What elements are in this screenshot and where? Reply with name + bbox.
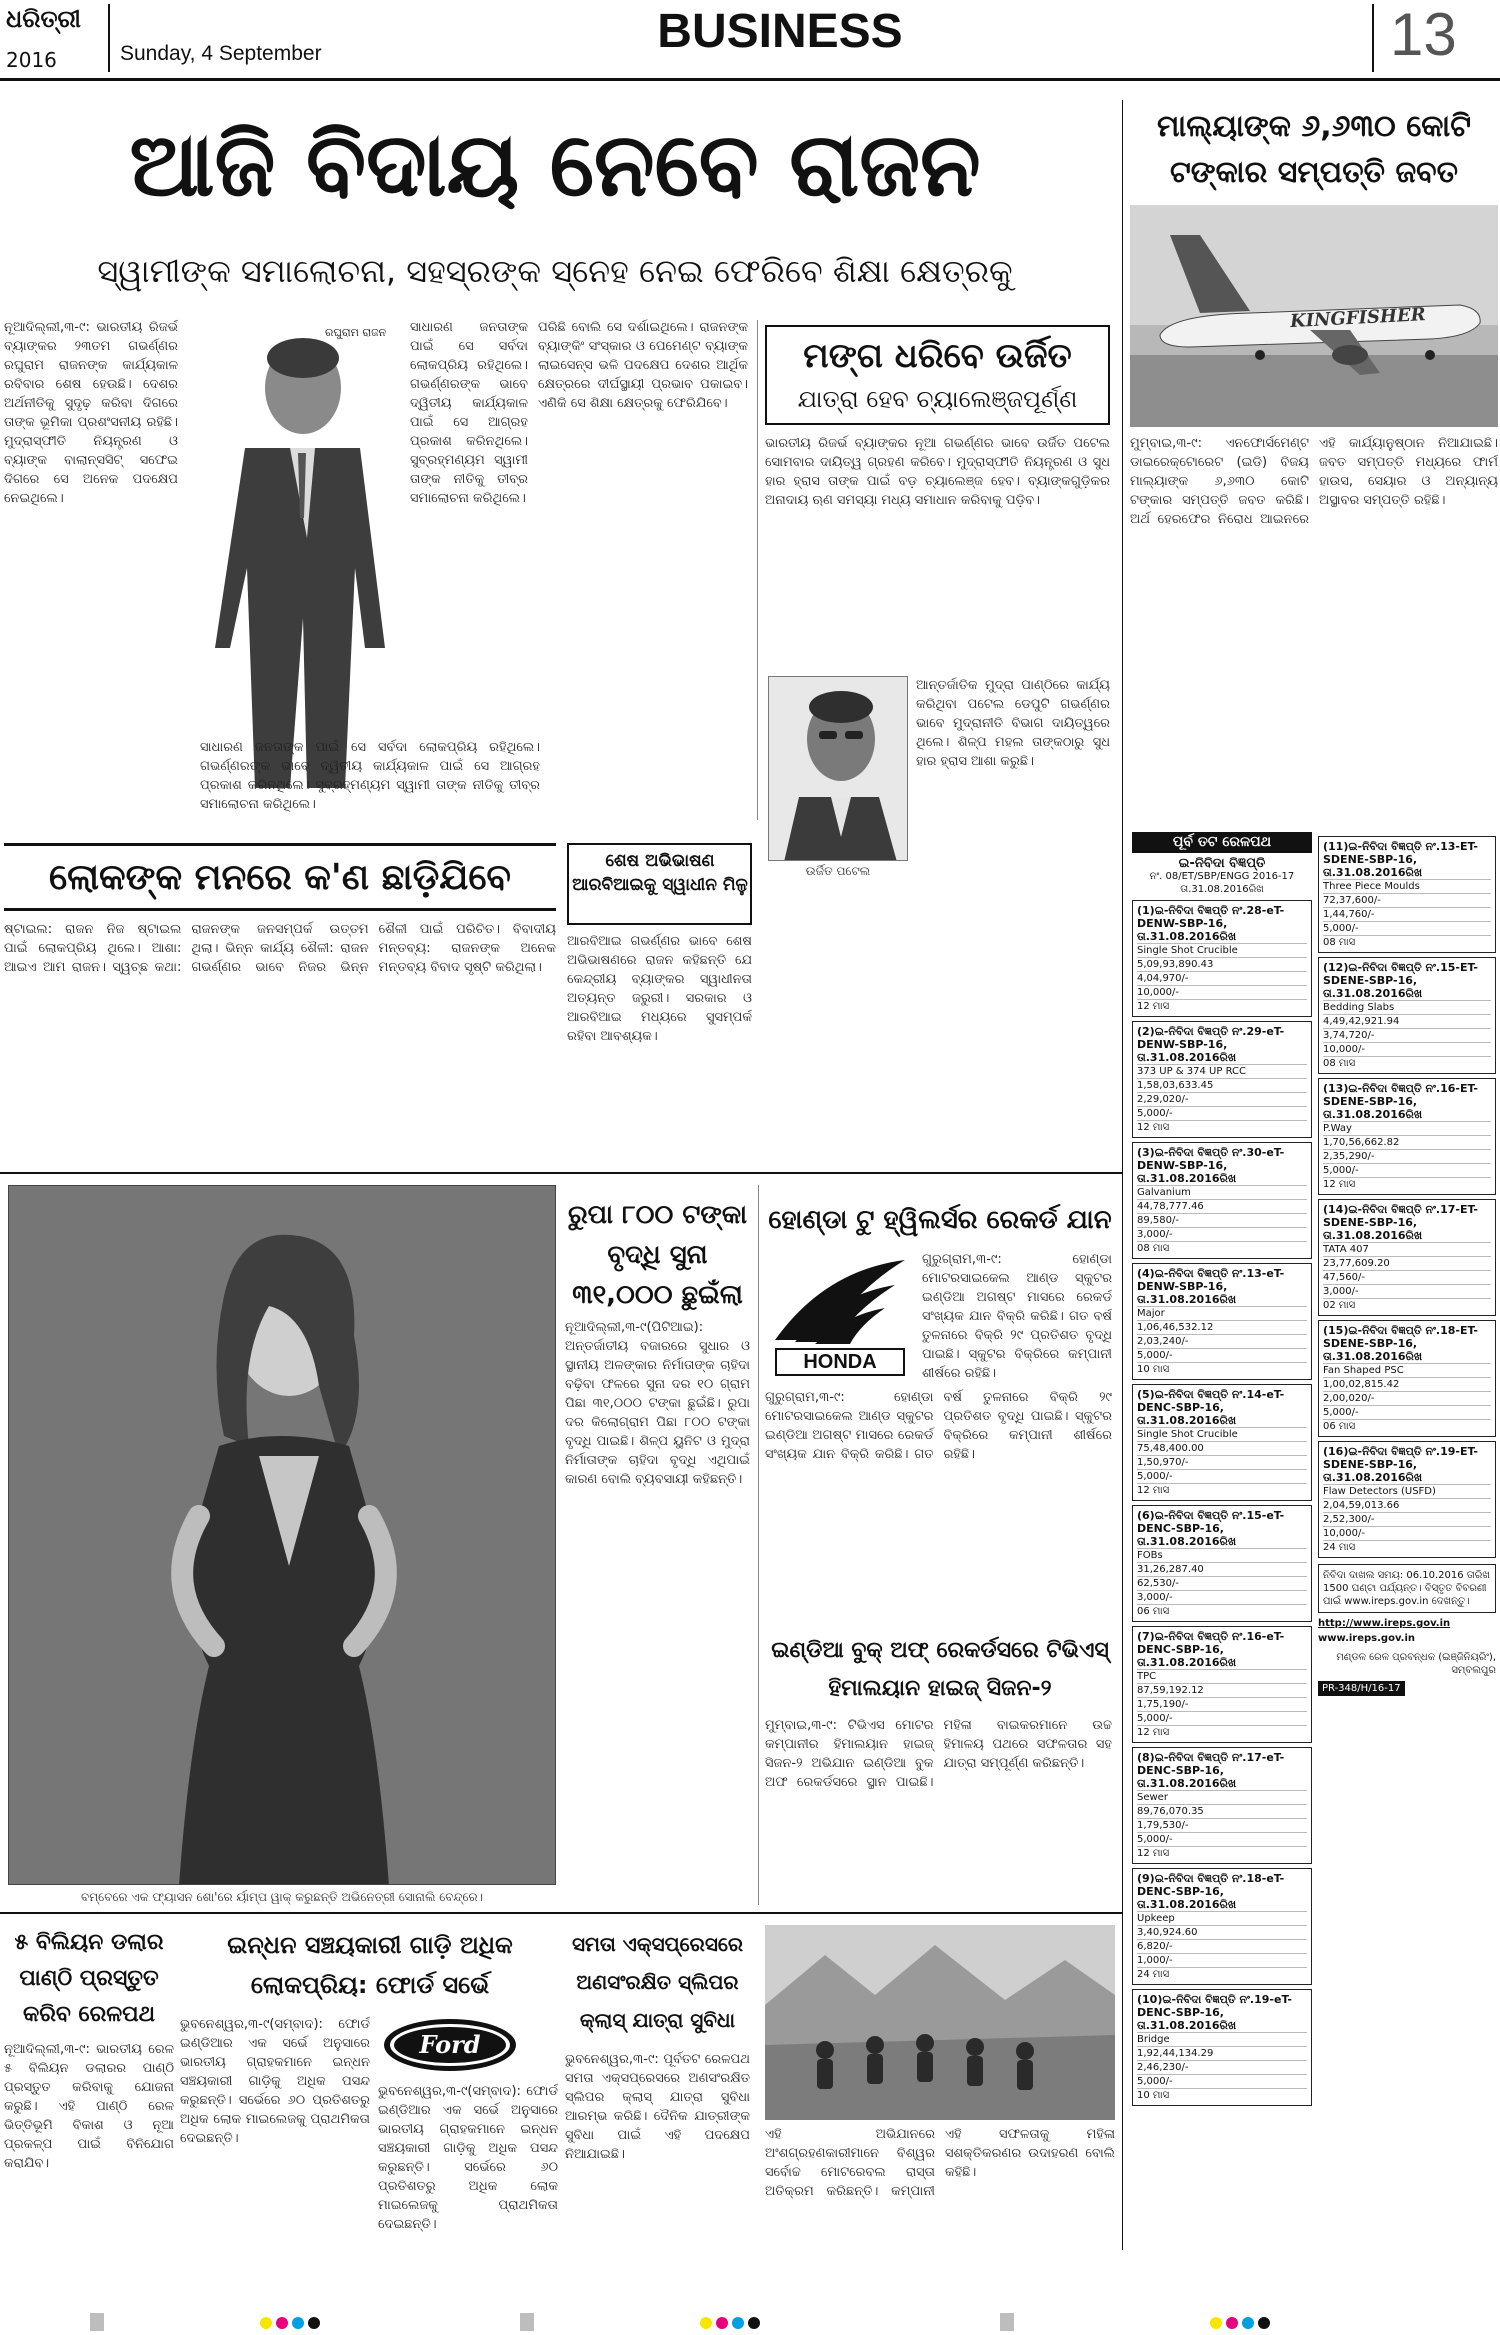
print-mark-3 [1000,2313,1014,2331]
right-col-divider [1122,100,1123,2250]
railway-headline: ୫ ବିଲିୟନ ଡଲାର ପାଣ୍ଠି ପ୍ରସ୍ତୁତ କରିବ ରେଳପଥ [14,1930,164,2027]
tender-entry-cost: 1,58,03,633.45 [1137,1078,1307,1092]
what-left-headline: ଲୋକଙ୍କ ମନରେ କ'ଣ ଛାଡ଼ିଯିବେ [49,857,511,898]
tender-entry-emd: 62,530/- [1137,1576,1307,1590]
tender-entry-id: (8)ଇ-ନିବିଦା ବିଜ୍ଞପ୍ତି ନଂ.17-eT-DENC-SBP-16, ତା.31.08.2016ରିଖ [1137,1751,1285,1790]
kingfisher-headline: ମାଲ୍ୟାଙ୍କ ୬,୬୩୦ କୋଟି ଟଙ୍କାର ସମ୍ପତ୍ତି ଜବତ [1156,109,1472,190]
tender-entry-period: 12 ମାସ [1137,1725,1307,1739]
tender-entry [1132,900,1312,1017]
kingfisher-photo [1130,205,1498,427]
tender-entry-cost: 87,59,192.12 [1137,1683,1307,1697]
tender-entry-cost: 23,77,609.20 [1323,1256,1491,1270]
tender-signoff: ମଣ୍ଡଳ ରେଳ ପ୍ରବନ୍ଧକ (ଇଞ୍ଜିନିୟରିଂ), ସମ୍ବଲପୁର [1336,1652,1496,1676]
tender-entry-work: TATA 407 [1323,1242,1491,1256]
tender-entry-period: 02 ମାସ [1323,1298,1491,1312]
tender-footer: ନିବିଦା ଦାଖଲ ସମୟ: 06.10.2016 ତାରିଖ 1500 ଘଣ୍ଟା ପର୍ଯ୍ୟନ୍ତ। ବିସ୍ତୃତ ବିବରଣୀ ପାଇଁ www.ireps.gov.in ଦେଖନ୍ତୁ। [1318,1564,1496,1613]
tender-entry-period: 10 ମାସ [1137,1362,1307,1376]
tender-entry-period: 08 ମାସ [1323,935,1491,949]
tender-entry [1318,1078,1496,1195]
tender-entry-id: (13)ଇ-ନିବିଦା ବିଜ୍ଞପ୍ତି ନଂ.16-ET-SDENE-SBP-16, ତା.31.08.2016ରିଖ [1323,1082,1478,1121]
tender-entry-period: 06 ମାସ [1323,1419,1491,1433]
tender-website[interactable]: http://www.ireps.gov.in [1318,1618,1451,1629]
tender-entry-cost: 1,70,56,662.82 [1323,1135,1491,1149]
tender-entry-fee: 3,000/- [1137,1227,1307,1241]
page-number: 13 [1390,1,1457,68]
tender-entry-id: (12)ଇ-ନିବିଦା ବିଜ୍ଞପ୍ତି ନଂ.15-ET-SDENE-SBP-16, ତା.31.08.2016ରିଖ [1323,961,1478,1000]
tender-entry [1132,1505,1312,1622]
honda-logo [765,1250,915,1380]
tender-entry [1132,1263,1312,1380]
tender-entry-work: Upkeep [1137,1911,1307,1925]
registration-dots-3 [1210,2317,1270,2329]
tender-entry-period: 12 ମାସ [1137,1120,1307,1134]
tender-entry-emd: 1,79,530/- [1137,1818,1307,1832]
tender-left-col [1132,832,1312,2252]
tvs-photo [765,1925,1115,2120]
tender-entry-cost: 5,09,93,890.43 [1137,957,1307,971]
tender-entry-emd: 4,04,970/- [1137,971,1307,985]
tender-entry-work: Bedding Slabs [1323,1000,1491,1014]
tender-entry-period: 06 ମାସ [1137,1604,1307,1618]
masthead-divider-right [1372,4,1374,72]
tender-entry-id: (4)ଇ-ନିବିଦା ବିଜ୍ଞପ୍ତି ନଂ.13-eT-DENW-SBP-16, ତା.31.08.2016ରିଖ [1137,1267,1285,1306]
tender-entry-cost: 44,78,777.46 [1137,1199,1307,1213]
lead-column-bottom: ସାଧାରଣ ଜନତାଙ୍କ ପାଇଁ ସେ ସର୍ବଦା ଲୋକପ୍ରିୟ ରହିଥିଲେ। ଗଭର୍ଣ୍ଣରଙ୍କ ଭାବେ ଦ୍ୱିତୀୟ କାର୍ଯ୍ୟକାଳ ପାଇଁ ସେ ଆଗ୍ରହ ପ୍ରକାଶ କରିନଥିଲେ। ସୁବ୍ରହ୍ମଣ୍ୟମ ସ୍ୱାମୀ ତାଙ୍କ ନୀତିକୁ ତୀବ୍ର ସମାଲୋଚନା କରିଥିଲେ। [200,740,540,812]
tender-entry-id: (7)ଇ-ନିବିଦା ବିଜ୍ଞପ୍ତି ନଂ.16-eT-DENC-SBP-16, ତା.31.08.2016ରିଖ [1137,1630,1285,1669]
tender-entry-work: Single Shot Crucible [1137,1427,1307,1441]
logo: ଧରିତ୍ରୀ [6,4,81,33]
tender-entry-fee: 10,000/- [1323,1042,1491,1056]
tender-entry-fee: 10,000/- [1137,985,1307,999]
tender-entry-id: (2)ଇ-ନିବିଦା ବିଜ୍ଞପ୍ତି ନଂ.29-eT-DENW-SBP-16, ତା.31.08.2016ରିଖ [1137,1025,1285,1064]
tender-entry-work: TPC [1137,1669,1307,1683]
tender-pr-no: PR-348/H/16-17 [1318,1681,1405,1696]
col-divider [757,320,758,820]
tender-entry-fee: 1,000/- [1137,1953,1307,1967]
tender-entry-cost: 75,48,400.00 [1137,1441,1307,1455]
tender-entry-work: Bridge [1137,2032,1307,2046]
tender-entry [1132,1989,1312,2106]
tender-entry-fee: 5,000/- [1323,1405,1491,1419]
tender-entry [1132,1021,1312,1138]
tender-entry-work: FOBs [1137,1548,1307,1562]
ford-text-1: ଭୁବନେଶ୍ୱର,୩-୯(ସମ୍ବାଦ): ଫୋର୍ଡ ଇଣ୍ଡିଆର ଏକ ସର୍ଭେ ଅନୁସାରେ ଭାରତୀୟ ଗ୍ରାହକମାନେ ଇନ୍ଧନ ସଞ୍ଚୟକାରୀ ଗାଡ଼ିକୁ ଅଧିକ ପସନ୍ଦ କରୁଛନ୍ତି। ସର୍ଭେରେ ୬୦ ପ୍ରତିଶତରୁ ଅଧିକ ଲୋକ ମାଇଲେଜକୁ ପ୍ରାଥମିକତା ଦେଇଛନ୍ତି। [180,2017,370,2146]
tender-notice-title: ଇ-ନିବିଦା ବିଜ୍ଞପ୍ତି [1178,856,1266,871]
honda-headline: ହୋଣ୍ଡା ଟୁ ହ୍ୱିଲର୍ସର ରେକର୍ଡ ଯାନ [768,1205,1112,1235]
tender-entry-period: 10 ମାସ [1137,2088,1307,2102]
tender-entry-emd: 3,74,720/- [1323,1028,1491,1042]
urjit-text: ଭାରତୀୟ ରିଜର୍ଭ ବ୍ୟାଙ୍କର ନୂଆ ଗଭର୍ଣ୍ଣର ଭାବେ ଉର୍ଜିତ ପଟେଲ ସୋମବାର ଦାୟିତ୍ୱ ଗ୍ରହଣ କରିବେ। ମୁଦ୍ରାସ୍ଫୀତି ନିୟନ୍ତ୍ରଣ ଓ ସୁଧ ହାର ହ୍ରାସ ତାଙ୍କ ପାଇଁ ବଡ଼ ଚ୍ୟାଲେଞ୍ଜ ହେବ। ବ୍ୟାଙ୍କଗୁଡ଼ିକର ଅନାଦାୟ ଋଣ ସମସ୍ୟା ମଧ୍ୟ ସମାଧାନ କରିବାକୁ ପଡ଼ିବ। [765,436,1110,508]
tender-entry-id: (10)ଇ-ନିବିଦା ବିଜ୍ଞପ୍ତି ନଂ.19-eT-DENC-SBP-16, ତା.31.08.2016ରିଖ [1137,1993,1292,2032]
print-mark-2 [520,2313,534,2331]
honda-text: ଗୁରୁଗ୍ରାମ,୩-୯: ହୋଣ୍ଡା ମୋଟରସାଇକେଲ ଆଣ୍ଡ ସ୍କୁଟର ଇଣ୍ଡିଆ ଅଗଷ୍ଟ ମାସରେ ରେକର୍ଡ ସଂଖ୍ୟକ ଯାନ ବିକ୍ରି କରିଛି। ଗତ ବର୍ଷ ତୁଳନାରେ ବିକ୍ରି ୨୯ ପ୍ରତିଶତ ବୃଦ୍ଧି ପାଇଛି। ସ୍କୁଟର ବିକ୍ରିରେ କମ୍ପାନୀ ଶୀର୍ଷରେ ରହିଛି। [922,1252,1112,1381]
tender-entry-period: 24 ମାସ [1323,1540,1491,1554]
ford-headline: ଇନ୍ଧନ ସଞ୍ଚୟକାରୀ ଗାଡ଼ି ଅଧିକ ଲୋକପ୍ରିୟ: ଫୋର୍ଡ ସର୍ଭେ [227,1931,513,1999]
honda-logo-text: HONDA [775,1348,905,1376]
tender-entry-fee: 5,000/- [1137,1832,1307,1846]
tender-entry-period: 08 ମାସ [1137,1241,1307,1255]
silver-text: ନୂଆଦିଲ୍ଲୀ,୩-୯(ପିଟିଆଇ): ଅନ୍ତର୍ଜାତୀୟ ବଜାରରେ ସୁଧାର ଓ ସ୍ଥାନୀୟ ଅଳଙ୍କାର ନିର୍ମାତାଙ୍କ ଚାହିଦା ବଢ଼ିବା ଫଳରେ ସୁନା ଦର ୧୦ ଗ୍ରାମ ପିଛା ୩୧,୦୦୦ ଟଙ୍କା ଛୁଇଁଛି। ରୁପା ଦର କିଲୋଗ୍ରାମ ପିଛା ୮୦୦ ଟଙ୍କା ବୃଦ୍ଧି ପାଇଛି। ଶିଳ୍ପ ୟୁନିଟ ଓ ମୁଦ୍ରା ନିର୍ମାତାଙ୍କ ଚାହିଦା ବୃଦ୍ଧି ଏଥିପାଇଁ କାରଣ ବୋଲି ବ୍ୟବସାୟୀ କହିଛନ୍ତି। [565,1320,750,1487]
lead-column-2: ସାଧାରଣ ଜନତାଙ୍କ ପାଇଁ ସେ ସର୍ବଦା ଲୋକପ୍ରିୟ ରହିଥିଲେ। ଗଭର୍ଣ୍ଣରଙ୍କ ଭାବେ ଦ୍ୱିତୀୟ କାର୍ଯ୍ୟକାଳ ପାଇଁ ସେ ଆଗ୍ରହ ପ୍ରକାଶ କରିନଥିଲେ। ସୁବ୍ରହ୍ମଣ୍ୟମ ସ୍ୱାମୀ ତାଙ୍କ ନୀତିକୁ ତୀବ୍ର ସମାଲୋଚନା କରିଥିଲେ। [410,320,528,506]
last-address-text: ଆରବିଆଇ ଗଭର୍ଣ୍ଣର ଭାବେ ଶେଷ ଅଭିଭାଷଣରେ ରାଜନ କହିଛନ୍ତି ଯେ କେନ୍ଦ୍ରୀୟ ବ୍ୟାଙ୍କର ସ୍ୱାଧୀନତା ଅତ୍ୟନ୍ତ ଜରୁରୀ। ସରକାର ଓ ଆରବିଆଇ ମଧ୍ୟରେ ସୁସମ୍ପର୍କ ରହିବା ଆବଶ୍ୟକ। [567,934,752,1044]
print-mark [90,2313,104,2331]
tender-entry-cost: 3,40,924.60 [1137,1925,1307,1939]
tender-entry-cost: 1,92,44,134.29 [1137,2046,1307,2060]
tender-entry-fee: 5,000/- [1323,1163,1491,1177]
tender-entry-emd: 89,580/- [1137,1213,1307,1227]
tender-entry-work: 373 UP & 374 UP RCC [1137,1064,1307,1078]
tender-entry-emd: 1,44,760/- [1323,907,1491,921]
lead-headline: ଆଜି ବିଦାୟ ନେବେ ରାଜନ [129,113,981,216]
tender-entry-id: (9)ଇ-ନିବିଦା ବିଜ୍ଞପ୍ତି ନଂ.18-eT-DENC-SBP-16, ତା.31.08.2016ରିଖ [1137,1872,1285,1911]
tender-entry-cost: 4,49,42,921.94 [1323,1014,1491,1028]
tender-entries-right [1318,836,1496,1558]
tender-entry-fee: 3,000/- [1137,1590,1307,1604]
registration-dots-2 [700,2317,760,2329]
tender-entry-id: (15)ଇ-ନିବିଦା ବିଜ୍ଞପ୍ତି ନଂ.18-ET-SDENE-SBP-16, ତା.31.08.2016ରିଖ [1323,1324,1478,1363]
tender-entries-left [1132,900,1312,2106]
tender-header: ପୂର୍ବ ତଟ ରେଳପଥ [1132,832,1312,853]
what-left-box [4,843,556,911]
tender-entry [1132,1626,1312,1743]
section-rule-2 [0,1912,1122,1914]
tender-entry-work: Three Piece Moulds [1323,879,1491,893]
tender-entry-id: (5)ଇ-ନିବିଦା ବିଜ୍ଞପ୍ତି ନଂ.14-eT-DENC-SBP-16, ତା.31.08.2016ରିଖ [1137,1388,1285,1427]
tender-entry-cost: 2,04,59,013.66 [1323,1498,1491,1512]
tender-entry-fee: 5,000/- [1137,1711,1307,1725]
masthead-divider [108,4,110,72]
tender-entry-emd: 2,35,290/- [1323,1149,1491,1163]
tender-entry-work: Flaw Detectors (USFD) [1323,1484,1491,1498]
tender-entry-fee: 5,000/- [1137,2074,1307,2088]
ford-logo-text: Ford [419,2030,481,2059]
silver-headline: ରୁପା ୮୦୦ ଟଙ୍କା ବୃଦ୍ଧି ସୁନା ୩୧,୦୦୦ ଛୁଇଁଲା [567,1200,748,1310]
tender-entry-emd: 2,00,020/- [1323,1391,1491,1405]
tender-entry-id: (14)ଇ-ନିବିଦା ବିଜ୍ଞପ୍ତି ନଂ.17-ET-SDENE-SBP-16, ତା.31.08.2016ରିଖ [1323,1203,1478,1242]
kingfisher-text: ମୁମ୍ବାଇ,୩-୯: ଏନଫୋର୍ସମେଣ୍ଟ ଡାଇରେକ୍ଟୋରେଟ (ଇଡି) ବିଜୟ ମାଲ୍ୟାଙ୍କ ୬,୬୩୦ କୋଟି ଟଙ୍କାର ସମ୍ପତ୍ତି ଜବତ କରିଛି। ଅର୍ଥ ହେରଫେର ନିରୋଧ ଆଇନରେ ଏହି କାର୍ଯ୍ୟାନୁଷ୍ଠାନ ନିଆଯାଇଛି। ଜବତ ସମ୍ପତ୍ତି ମଧ୍ୟରେ ଫାର୍ମ ହାଉସ, ସେୟାର ଓ ଅନ୍ୟାନ୍ୟ ଅସ୍ଥାବର ସମ୍ପତ୍ତି ରହିଛି। [1130,436,1498,527]
tvs-headline: ଇଣ୍ଡିଆ ବୁକ୍ ଅଫ୍ ରେକର୍ଡସରେ ଟିଭିଏସ୍ ହିମାଲୟାନ ହାଇଜ୍ ସିଜନ-୨ [771,1638,1109,1701]
tender-entry-period: 12 ମାସ [1137,1846,1307,1860]
tender-entry-emd: 2,46,230/- [1137,2060,1307,2074]
tender-entry [1318,957,1496,1074]
col-divider-2 [758,1185,759,1905]
tender-entry-emd: 2,29,020/- [1137,1092,1307,1106]
tender-entry-emd: 1,50,970/- [1137,1455,1307,1469]
tender-entry-fee: 5,000/- [1137,1106,1307,1120]
kingfisher-plane-text: KINGFISHER [1289,304,1427,333]
tender-entry-emd: 6,820/- [1137,1939,1307,1953]
tender-entry [1132,1868,1312,1985]
tender-website-2[interactable]: www.ireps.gov.in [1318,1633,1416,1644]
samata-headline: ସମତା ଏକ୍ସପ୍ରେସରେ ଅଣସଂରକ୍ଷିତ ସ୍ଲିପର କ୍ଲାସ୍ ଯାତ୍ରା ସୁବିଧା [571,1932,744,2032]
tender-entry-work: Single Shot Crucible [1137,943,1307,957]
tender-entry-emd: 2,03,240/- [1137,1334,1307,1348]
tender-entry-cost: 1,06,46,532.12 [1137,1320,1307,1334]
tender-right-col [1318,832,1496,2252]
tender-entry [1318,836,1496,953]
urjit-photo [768,676,908,861]
tender-entry-cost: 72,37,600/- [1323,893,1491,907]
last-address-headline: ଶେଷ ଅଭିଭାଷଣ ଆରବିଆଇକୁ ସ୍ୱାଧୀନ ମିଳୁ [572,851,748,895]
honda-text-2: ଗୁରୁଗ୍ରାମ,୩-୯: ହୋଣ୍ଡା ମୋଟରସାଇକେଲ ଆଣ୍ଡ ସ୍କୁଟର ଇଣ୍ଡିଆ ଅଗଷ୍ଟ ମାସରେ ରେକର୍ଡ ସଂଖ୍ୟକ ଯାନ ବିକ୍ରି କରିଛି। ଗତ ବର୍ଷ ତୁଳନାରେ ବିକ୍ରି ୨୯ ପ୍ରତିଶତ ବୃଦ୍ଧି ପାଇଛି। ସ୍କୁଟର ବିକ୍ରିରେ କମ୍ପାନୀ ଶୀର୍ଷରେ ରହିଛି। [765,1390,1112,1462]
tender-entry-period: 12 ମାସ [1323,1177,1491,1191]
tender-entry-period: 24 ମାସ [1137,1967,1307,1981]
urjit-caption: ଉର୍ଜିତ ପଟେଲ [805,864,871,878]
tender-entry-emd: 1,75,190/- [1137,1697,1307,1711]
ford-text-2: ଭୁବନେଶ୍ୱର,୩-୯(ସମ୍ବାଦ): ଫୋର୍ଡ ଇଣ୍ଡିଆର ଏକ ସର୍ଭେ ଅନୁସାରେ ଭାରତୀୟ ଗ୍ରାହକମାନେ ଇନ୍ଧନ ସଞ୍ଚୟକାରୀ ଗାଡ଼ିକୁ ଅଧିକ ପସନ୍ଦ କରୁଛନ୍ତି। ସର୍ଭେରେ ୬୦ ପ୍ରତିଶତରୁ ଅଧିକ ଲୋକ ମାଇଲେଜକୁ ପ୍ରାଥମିକତା ଦେଇଛନ୍ତି। [378,2084,558,2232]
tender-entry-emd: 2,52,300/- [1323,1512,1491,1526]
rajan-photo-label: ରଘୁରାମ ରାଜନ [325,326,387,339]
ford-logo [380,2015,520,2075]
sonali-caption: ବମ୍ବେରେ ଏକ ଫ୍ୟାସନ ଶୋ'ରେ ର୍ୟାମ୍ପ ୱାକ୍ କରୁଛନ୍ତି ଅଭିନେତ୍ରୀ ସୋନାଲି ବେନ୍ଦ୍ରେ। [81,1890,483,1904]
masthead [0,0,1500,76]
lead-column-1: ନୂଆଦିଲ୍ଲୀ,୩-୯: ଭାରତୀୟ ରିଜର୍ଭ ବ୍ୟାଙ୍କର ୨୩ତମ ଗଭର୍ଣ୍ଣର ରଘୁରାମ ରାଜନଙ୍କ କାର୍ଯ୍ୟକାଳ ରବିବାର ଶେଷ ହେଉଛି। ଦେଶର ଅର୍ଥନୀତିକୁ ସୁଦୃଢ଼ କରିବା ଦିଗରେ ତାଙ୍କ ଭୂମିକା ପ୍ରଶଂସନୀୟ ରହିଛି। ମୁଦ୍ରାସ୍ଫୀତି ନିୟନ୍ତ୍ରଣ ଓ ବ୍ୟାଙ୍କ ବାଲାନ୍ସସିଟ୍ ସଫେଇ ଦିଗରେ ସେ ଅନେକ ପଦକ୍ଷେପ ନେଇଥିଲେ। [4,320,178,506]
last-address-box [567,843,752,925]
tender-entry-fee: 5,000/- [1323,921,1491,935]
tender-entry-id: (11)ଇ-ନିବିଦା ବିଜ୍ଞପ୍ତି ନଂ.13-ET-SDENE-SBP-16, ତା.31.08.2016ରିଖ [1323,840,1478,879]
urjit-headline: ମଙ୍ଗ ଧରିବେ ଉର୍ଜିତ [803,336,1072,376]
tender-entry-work: Fan Shaped PSC [1323,1363,1491,1377]
section-title: BUSINESS [657,5,903,58]
urjit-text-2: ଆନ୍ତର୍ଜାତିକ ମୁଦ୍ରା ପାଣ୍ଠିରେ କାର୍ଯ୍ୟ କରିଥିବା ପଟେଲ ଡେପୁଟି ଗଭର୍ଣ୍ଣର ଭାବେ ମୁଦ୍ରାନୀତି ବିଭାଗ ଦାୟିତ୍ୱରେ ଥିଲେ। ଶିଳ୍ପ ମହଲ ତାଙ୍କଠାରୁ ସୁଧ ହାର ହ୍ରାସ ଆଶା କରୁଛି। [916,678,1110,769]
tender-entry-id: (1)ଇ-ନିବିଦା ବିଜ୍ଞପ୍ତି ନଂ.28-eT-DENW-SBP-16, ତା.31.08.2016ରିଖ [1137,904,1285,943]
tender-entry-cost: 89,76,070.35 [1137,1804,1307,1818]
tender-entry [1132,1142,1312,1259]
tender-entry-period: 08 ମାସ [1323,1056,1491,1070]
year: 2016 [6,48,57,72]
tender-entry-emd: 47,560/- [1323,1270,1491,1284]
tender-entry [1318,1441,1496,1558]
tender-entry-cost: 1,00,02,815.42 [1323,1377,1491,1391]
tender-entry [1318,1320,1496,1437]
tender-notice-ref: ନଂ. 08/ET/SBP/ENGG 2016-17 ତା.31.08.2016ରିଖ [1149,871,1295,895]
urjit-box [765,325,1110,425]
tender-notice [1132,832,1496,2252]
sonali-photo [8,1185,556,1885]
tender-entry-period: 12 ମାସ [1137,1483,1307,1497]
samata-text: ଭୁବନେଶ୍ୱର,୩-୯: ପୂର୍ବତଟ ରେଳପଥ ସମତା ଏକ୍ସପ୍ରେସରେ ଅଣସଂରକ୍ଷିତ ସ୍ଲିପର କ୍ଲାସ୍ ଯାତ୍ରା ସୁବିଧା ଆରମ୍ଭ କରିଛି। ଦୈନିକ ଯାତ୍ରୀଙ୍କ ସୁବିଧା ପାଇଁ ଏହି ପଦକ୍ଷେପ ନିଆଯାଇଛି। [565,2052,750,2162]
tender-entry-cost: 31,26,287.40 [1137,1562,1307,1576]
tender-entry-work: P.Way [1323,1121,1491,1135]
tender-entry-period: 12 ମାସ [1137,999,1307,1013]
tender-entry-work: Major [1137,1306,1307,1320]
tender-entry-work: Galvanium [1137,1185,1307,1199]
lead-subhead: ସ୍ୱାମୀଙ୍କ ସମାଲୋଚନା, ସହସ୍ରଙ୍କ ସ୍ନେହ ନେଇ ଫେରିବେ ଶିକ୍ଷା କ୍ଷେତ୍ରକୁ [97,252,1013,290]
urjit-subhead: ଯାତ୍ରା ହେବ ଚ୍ୟାଲେଞ୍ଜପୂର୍ଣ୍ଣ [797,385,1078,413]
masthead-rule [0,78,1500,81]
tender-entry-id: (3)ଇ-ନିବିଦା ବିଜ୍ଞପ୍ତି ନଂ.30-eT-DENW-SBP-16, ତା.31.08.2016ରିଖ [1137,1146,1285,1185]
tvs-text-2: ଏହି ଅଭିଯାନରେ ଅଂଶଗ୍ରହଣକାରୀମାନେ ବିଶ୍ୱର ସର୍ବୋଚ୍ଚ ମୋଟରେବଲ ରାସ୍ତା ଅତିକ୍ରମ କରିଛନ୍ତି। କମ୍ପାନୀ ଏହି ସଫଳତାକୁ ମହିଳା ସଶକ୍ତିକରଣର ଉଦାହରଣ ବୋଲି କହିଛି। [765,2127,1115,2199]
tvs-text: ମୁମ୍ବାଇ,୩-୯: ଟିଭିଏସ ମୋଟର କମ୍ପାନୀର ହିମାଲୟାନ ହାଇଜ୍ ସିଜନ-୨ ଅଭିଯାନ ଇଣ୍ଡିଆ ବୁକ ଅଫ ରେକର୍ଡସରେ ସ୍ଥାନ ପାଇଛି। ମହିଳା ବାଇକରମାନେ ଉଚ୍ଚ ହିମାଳୟ ପଥରେ ସଫଳତାର ସହ ଯାତ୍ରା ସମ୍ପୂର୍ଣ୍ଣ କରିଛନ୍ତି। [765,1718,1112,1790]
section-rule [0,1172,1122,1174]
tender-entry-id: (16)ଇ-ନିବିଦା ବିଜ୍ଞପ୍ତି ନଂ.19-ET-SDENE-SBP-16, ତା.31.08.2016ରିଖ [1323,1445,1478,1484]
tender-entry-fee: 10,000/- [1323,1526,1491,1540]
tender-entry [1132,1384,1312,1501]
tender-entry [1318,1199,1496,1316]
tender-entry-fee: 5,000/- [1137,1348,1307,1362]
lead-column-3: ପରିଛି ବୋଲି ସେ ଦର୍ଶାଇଥିଲେ। ରାଜନଙ୍କ ବ୍ୟାଙ୍କିଂ ସଂସ୍କାର ଓ ପେମେଣ୍ଟ ବ୍ୟାଙ୍କ ଲାଇସେନ୍ସ ଭଳି ପଦକ୍ଷେପ ଦେଶର ଆର୍ଥିକ କ୍ଷେତ୍ରରେ ଦୀର୍ଘସ୍ଥାୟୀ ପ୍ରଭାବ ପକାଇବ। ଏଣିକି ସେ ଶିକ୍ଷା କ୍ଷେତ୍ରକୁ ଫେରିଯିବେ। [538,320,748,411]
tender-entry-fee: 5,000/- [1137,1469,1307,1483]
railway-text: ନୂଆଦିଲ୍ଲୀ,୩-୯: ଭାରତୀୟ ରେଳ ୫ ବିଲିୟନ ଡଲାରର ପାଣ୍ଠି ପ୍ରସ୍ତୁତ କରିବାକୁ ଯୋଜନା କରୁଛି। ଏହି ପାଣ୍ଠି ରେଳ ଭିତ୍ତିଭୂମି ବିକାଶ ଓ ନୂଆ ପ୍ରକଳ୍ପ ପାଇଁ ବିନିଯୋଗ କରାଯିବ। [4,2042,174,2171]
what-left-text: ଷ୍ଟାଇଲ: ରାଜନ ନିଜ ଷ୍ଟାଇଲ ପାଇଁ ଲୋକପ୍ରିୟ ଥିଲେ। ଆଶା: ଆଇଏ ଆମ ରାଜନ। ସ୍ୱଚ୍ଛ କଥା: ରାଜନଙ୍କ ଜନସମ୍ପର୍କ ଉତ୍ତମ ଥିଲା। ଭିନ୍ନ କାର୍ଯ୍ୟ ଶୈଳୀ: ରାଜନ ଗଭର୍ଣ୍ଣର ଭାବେ ନିଜର ଭିନ୍ନ ଶୈଳୀ ପାଇଁ ପରିଚିତ। ବିବାଦୀୟ ମନ୍ତବ୍ୟ: ରାଜନଙ୍କ ଅନେକ ମନ୍ତବ୍ୟ ବିବାଦ ସୃଷ୍ଟି କରିଥିଲା। [4,922,556,975]
tender-entry-work: Sewer [1137,1790,1307,1804]
tender-entry-fee: 3,000/- [1323,1284,1491,1298]
tender-entry-id: (6)ଇ-ନିବିଦା ବିଜ୍ଞପ୍ତି ନଂ.15-eT-DENC-SBP-16, ତା.31.08.2016ରିଖ [1137,1509,1285,1548]
tender-entry [1132,1747,1312,1864]
date: Sunday, 4 September [120,42,322,65]
registration-dots [260,2317,320,2329]
